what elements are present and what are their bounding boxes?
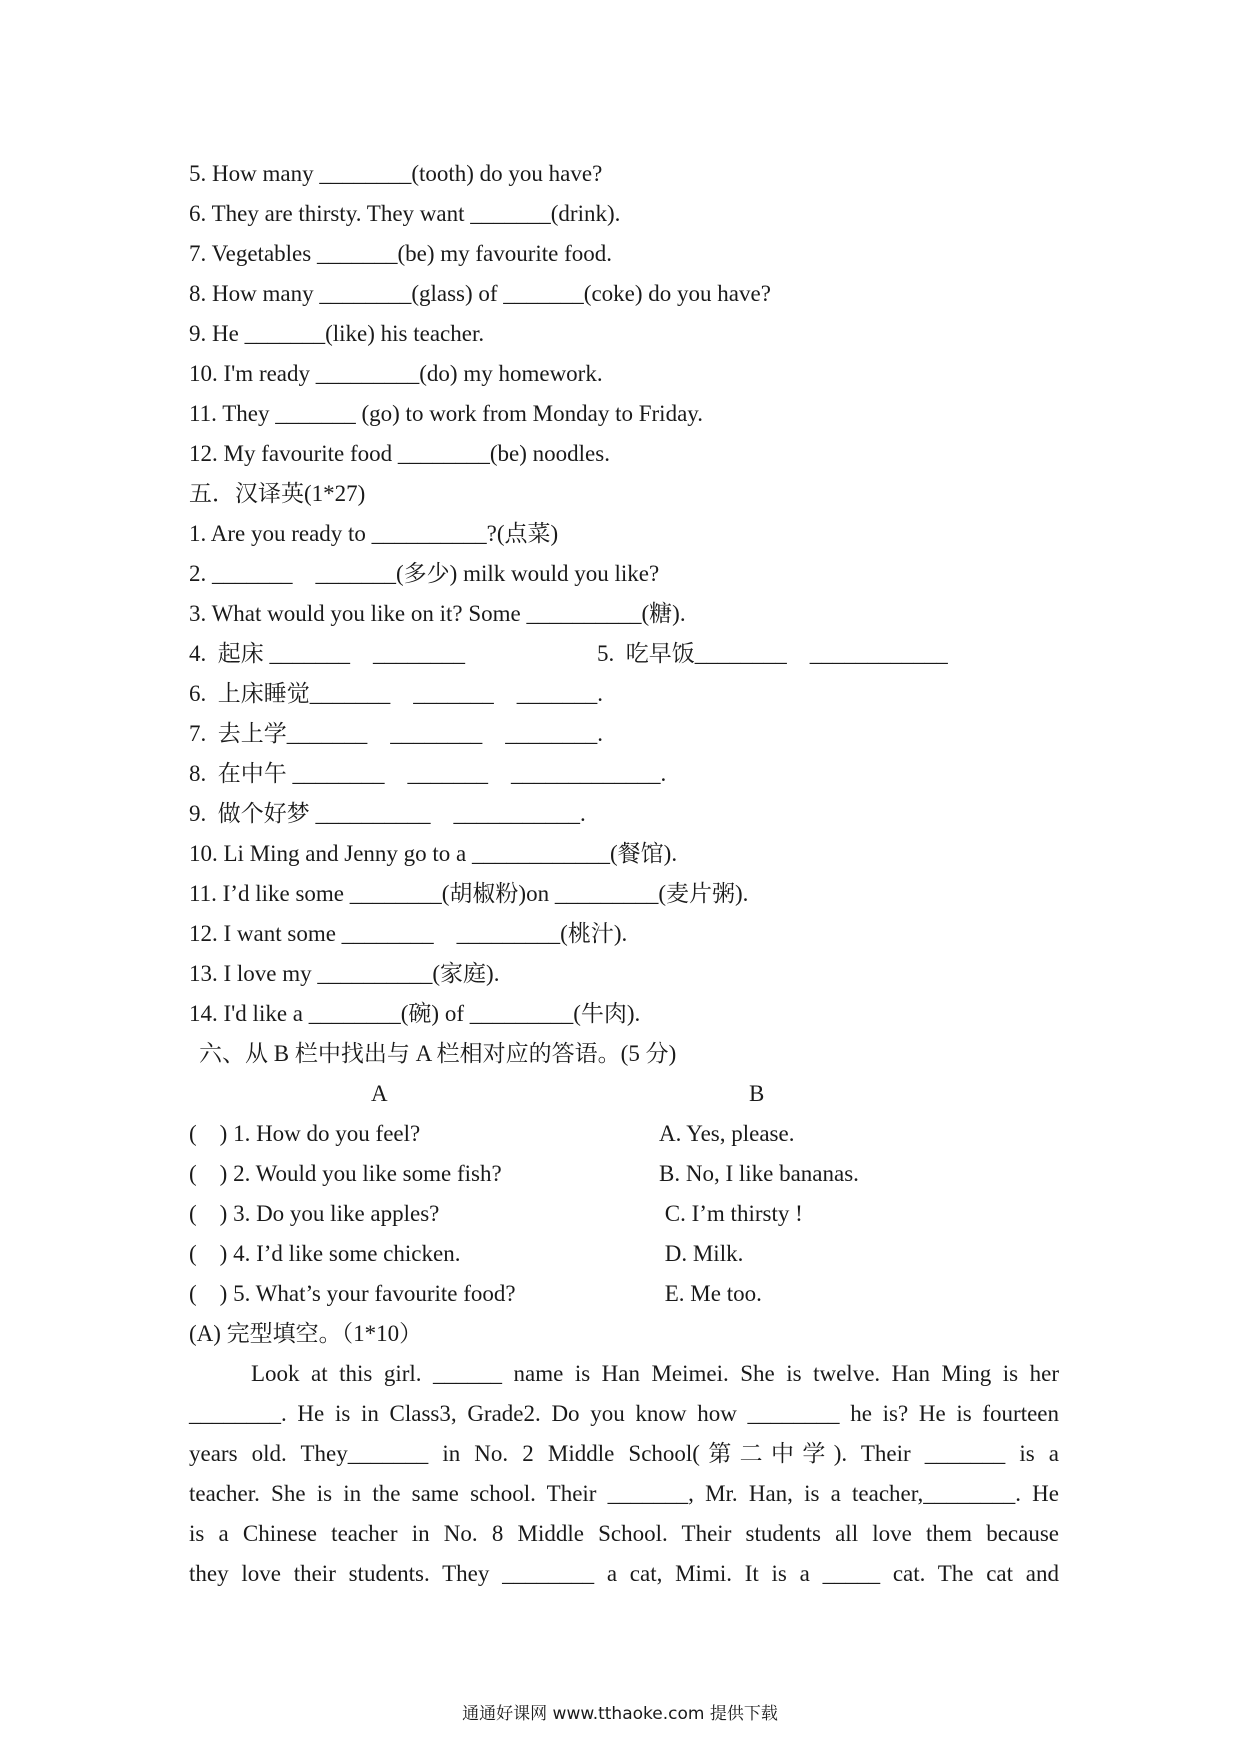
cloze-line: teacher. She is in the same school. Their _______, Mr. Han, is a teacher,________. He (189, 1481, 1059, 1506)
question-item: 8. How many ________(glass) of _______(coke) do you have? (189, 281, 771, 306)
question-item: 10. I'm ready _________(do) my homework. (189, 361, 603, 386)
question-item: 6. They are thirsty. They want _______(drink). (189, 201, 621, 226)
page-footer: 通通好课网 www.tthaoke.com 提供下载 (462, 1704, 778, 1724)
match-answer: C. I’m thirsty ! (659, 1201, 803, 1226)
match-question: ( ) 4. I’d like some chicken. (189, 1241, 461, 1266)
question-item: 13. I love my __________(家庭). (189, 961, 500, 986)
question-item: 10. Li Ming and Jenny go to a ____________(餐馆). (189, 841, 678, 866)
cloze-line: they love their students. They ________ a cat, Mimi. It is a _____ cat. The cat and (189, 1561, 1059, 1586)
cloze-line: ________. He is in Class3, Grade2. Do you know how ________ he is? He is fourteen (189, 1401, 1059, 1426)
match-question: ( ) 5. What’s your favourite food? (189, 1281, 516, 1306)
question-item: 7. 去上学_______ ________ ________. (189, 721, 603, 746)
question-item: 1. Are you ready to __________?(点菜) (189, 521, 559, 546)
question-item: 8. 在中午 ________ _______ _____________. (189, 761, 667, 786)
question-item: 5. How many ________(tooth) do you have? (189, 161, 603, 186)
cloze-line: Look at this girl. ______ name is Han Meimei. She is twelve. Han Ming is her (251, 1361, 1059, 1386)
question-item: 2. _______ _______(多少) milk would you like? (189, 561, 660, 586)
section-heading: 五．汉译英(1*27) (189, 481, 366, 506)
cloze-line: years old. They_______ in No. 2 Middle School(第二中学). Their _______ is a (189, 1441, 1059, 1466)
match-answer: A. Yes, please. (659, 1121, 795, 1146)
column-a-header: A (371, 1081, 388, 1106)
match-answer: E. Me too. (659, 1281, 762, 1306)
question-item: 9. 做个好梦 __________ ___________. (189, 801, 586, 826)
section-heading: (A) 完型填空。（1*10） (189, 1321, 423, 1346)
match-answer: B. No, I like bananas. (659, 1161, 859, 1186)
question-item: 11. I’d like some ________(胡椒粉)on _________(麦片粥). (189, 881, 749, 906)
question-item: 7. Vegetables _______(be) my favourite food. (189, 241, 613, 266)
question-item: 14. I'd like a ________(碗) of _________(牛肉). (189, 1001, 641, 1026)
column-b-header: B (749, 1081, 765, 1106)
question-item: 3. What would you like on it? Some __________(糖). (189, 601, 686, 626)
match-question: ( ) 3. Do you like apples? (189, 1201, 440, 1226)
question-item: 5. 吃早饭________ ____________ (597, 641, 948, 666)
question-item: 12. My favourite food ________(be) noodles. (189, 441, 610, 466)
question-item: 11. They _______ (go) to work from Monday to Friday. (189, 401, 704, 426)
question-item: 12. I want some ________ _________(桃汁). (189, 921, 628, 946)
cloze-line: is a Chinese teacher in No. 8 Middle School. Their students all love them because (189, 1521, 1059, 1546)
section-heading: 六、从 B 栏中找出与 A 栏相对应的答语。(5 分) (199, 1041, 677, 1066)
question-item: 6. 上床睡觉_______ _______ _______. (189, 681, 603, 706)
question-item: 4. 起床 _______ ________ (189, 641, 465, 666)
match-question: ( ) 2. Would you like some fish? (189, 1161, 502, 1186)
question-item: 9. He _______(like) his teacher. (189, 321, 485, 346)
match-answer: D. Milk. (659, 1241, 744, 1266)
match-question: ( ) 1. How do you feel? (189, 1121, 421, 1146)
